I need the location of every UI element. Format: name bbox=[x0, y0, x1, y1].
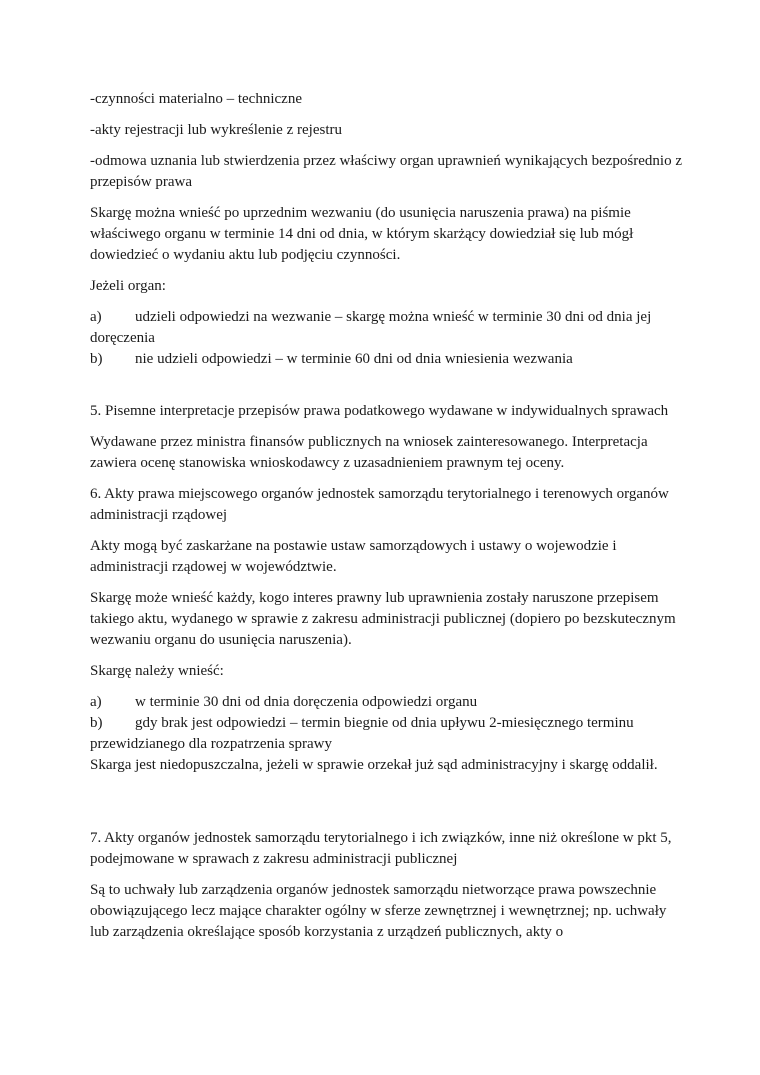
spacer bbox=[90, 786, 682, 828]
paragraph-tax-interpretations: Wydawane przez ministra finansów publicznych na wniosek zainteresowanego. Interpretacja zawiera ocenę stanowiska wnioskodawcy z uzasadnieniem prawnym tej oceny. bbox=[90, 434, 648, 471]
list-line-registration-acts: -akty rejestracji lub wykreślenie z rejestru bbox=[90, 122, 342, 138]
list-item-label: a) bbox=[90, 309, 102, 325]
list-item-text: gdy brak jest odpowiedzi – termin biegnie od dnia upływu 2-miesięcznego terminu przewidzianego dla rozpatrzenia sprawy bbox=[90, 715, 634, 752]
section-heading-5: 5. Pisemne interpretacje przepisów prawa podatkowego wydawane w indywidualnych sprawach bbox=[90, 403, 669, 419]
paragraph-complaint-filing: Skargę należy wnieść: bbox=[90, 663, 224, 679]
section-heading-6: 6. Akty prawa miejscowego organów jednostek samorządu terytorialnego i terenowych organów administracji rządowej bbox=[90, 486, 669, 523]
list-item bbox=[90, 349, 682, 370]
list-item-text: udzieli odpowiedzi na wezwanie – skargę można wnieść w terminie 30 dni od dnia jej doręczenia bbox=[90, 309, 652, 346]
list-complaint-terms bbox=[90, 692, 682, 755]
paragraph-complaint-deadline: Skargę można wnieść po uprzednim wezwaniu (do usunięcia naruszenia prawa) na piśmie właściwego organu w terminie 14 dni od dnia, w którym skarżący dowiedział się lub mógł dowiedzieć o wydaniu aktu lub podjęciu czynności. bbox=[90, 205, 634, 263]
paragraph-resolutions: Są to uchwały lub zarządzenia organów jednostek samorządu nietworzące prawa powszechnie obowiązującego lecz mające charakter ogólny w sferze zewnętrznej i wewnętrznej; np. uchwały lub zarządzenia określające sposób korzystania z urządzeń publicznych, akty o bbox=[90, 882, 667, 940]
list-item-label: a) bbox=[90, 694, 102, 710]
list-item-text: nie udzieli odpowiedzi – w terminie 60 dni od dnia wniesienia wezwania bbox=[135, 351, 573, 367]
list-item bbox=[90, 692, 682, 713]
list-item-label: b) bbox=[90, 351, 103, 367]
paragraph-local-law-acts: Akty mogą być zaskarżane na postawie ustaw samorządowych i ustawy o wojewodzie i administracji rządowej w województwie. bbox=[90, 538, 617, 575]
list-item-label: b) bbox=[90, 715, 103, 731]
paragraph-who-may-complain: Skargę może wnieść każdy, kogo interes prawny lub uprawnienia zostały naruszone przepisem takiego aktu, wydanego w sprawie z zakresu administracji publicznej (dopiero po bezskutecznym wezwaniu organu do usunięcia naruszenia). bbox=[90, 590, 676, 648]
paragraph-if-organ: Jeżeli organ: bbox=[90, 278, 166, 294]
list-item-text: w terminie 30 dni od dnia doręczenia odpowiedzi organu bbox=[135, 694, 478, 710]
list-organ-response bbox=[90, 307, 682, 370]
document-page bbox=[90, 89, 682, 953]
list-item bbox=[90, 713, 682, 755]
paragraph-inadmissible: Skarga jest niedopuszczalna, jeżeli w sprawie orzekał już sąd administracyjny i skargę oddalił. bbox=[90, 757, 658, 773]
list-line-refusal-recognition: -odmowa uznania lub stwierdzenia przez właściwy organ uprawnień wynikających bezpośrednio z przepisów prawa bbox=[90, 153, 683, 190]
list-item bbox=[90, 307, 682, 349]
spacer bbox=[90, 380, 682, 401]
section-heading-7: 7. Akty organów jednostek samorządu terytorialnego i ich związków, inne niż określone w pkt 5, podejmowane w sprawach z zakresu administracji publicznej bbox=[90, 830, 672, 867]
list-line-material-technical: -czynności materialno – techniczne bbox=[90, 91, 302, 107]
